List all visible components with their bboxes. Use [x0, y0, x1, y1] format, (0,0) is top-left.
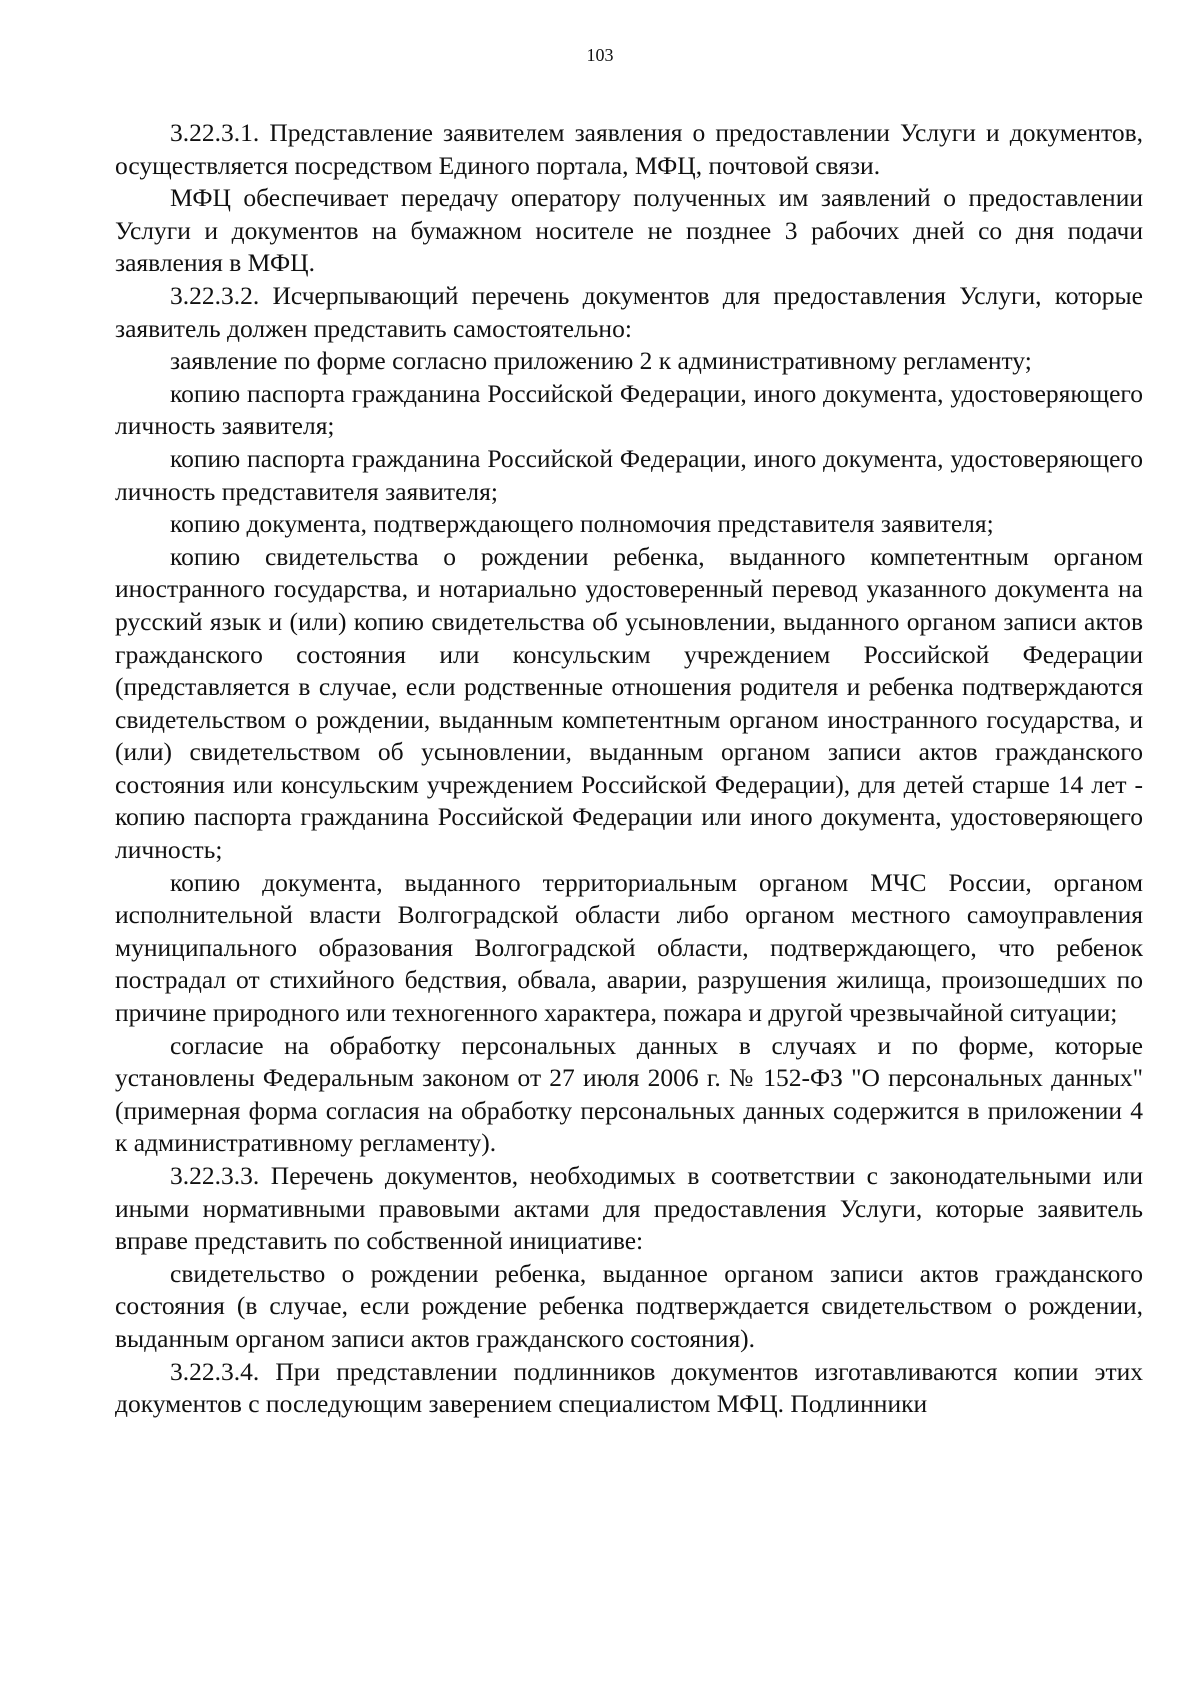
page-number: 103 [586, 45, 614, 65]
paragraph-3-22-3-1: 3.22.3.1. Представление заявителем заявления о предоставлении Услуги и документов, осуществляется посредством Единого портала, МФЦ, почтовой связи. [115, 118, 1143, 180]
list-item-birth-certificate: свидетельство о рождении ребенка, выданное органом записи актов гражданского состояния (в случае, если рождение ребенка подтверждается свидетельством о рождении, выданным органом записи актов гражданского состояния). [115, 1258, 1143, 1353]
paragraph-mfc-transfer: МФЦ обеспечивает передачу оператору полученных им заявлений о предоставлении Услуги и документов на бумажном носителе не позднее 3 рабочих дней со дня подачи заявления в МФЦ. [115, 183, 1143, 278]
list-item-representative-passport: копию паспорта гражданина Российской Федерации, иного документа, удостоверяющего личность представителя заявителя; [115, 443, 1143, 506]
list-item-representative-authority: копию документа, подтверждающего полномочия представителя заявителя; [170, 509, 994, 539]
paragraph-3-22-3-3: 3.22.3.3. Перечень документов, необходимых в соответствии с законодательными или иными нормативными правовыми актами для предоставления Услуги, которые заявитель вправе представить по собственной инициативе: [115, 1161, 1143, 1256]
paragraph-3-22-3-4: 3.22.3.4. При представлении подлинников документов изготавливаются копии этих документов с последующим заверением специалистом МФЦ. Подлинники [115, 1356, 1143, 1419]
paragraph-3-22-3-2: 3.22.3.2. Исчерпывающий перечень документов для предоставления Услуги, которые заявитель должен представить самостоятельно: [115, 280, 1143, 343]
list-item-applicant-passport: копию паспорта гражданина Российской Федерации, иного документа, удостоверяющего личность заявителя; [115, 378, 1143, 441]
document-body [115, 117, 1143, 1421]
list-item-application-form: заявление по форме согласно приложению 2 к административному регламенту; [170, 346, 1032, 376]
list-item-personal-data-consent: согласие на обработку персональных данных в случаях и по форме, которые установлены Федеральным законом от 27 июля 2006 г. № 152-ФЗ "О персональных данных" (примерная форма согласия на обработку персональных данных содержится в приложении 4 к административному регламенту). [115, 1030, 1143, 1158]
list-item-foreign-birth-certificate: копию свидетельства о рождении ребенка, выданного компетентным органом иностранного государства, и нотариально удостоверенный перевод указанного документа на русский язык и (или) копию свидетельства об усыновлении, выданного органом записи актов гражданского состояния или консульским учреждением Российской Федерации (представляется в случае, если родственные отношения родителя и ребенка подтверждаются свидетельством о рождении, выданным компетентным органом иностранного государства, и (или) свидетельством об усыновлении, выданным органом записи актов гражданского состояния или консульским учреждением Российской Федерации), для детей старше 14 лет - копию паспорта гражданина Российской Федерации или иного документа, удостоверяющего личность; [115, 541, 1143, 865]
list-item-emergency-document: копию документа, выданного территориальным органом МЧС России, органом исполнительной власти Волгоградской области либо органом местного самоуправления муниципального образования Волгоградской области, подтверждающего, что ребенок пострадал от стихийного бедствия, обвала, аварии, разрушения жилища, произошедших по причине природного или техногенного характера, пожара и другой чрезвычайной ситуации; [115, 867, 1143, 1028]
